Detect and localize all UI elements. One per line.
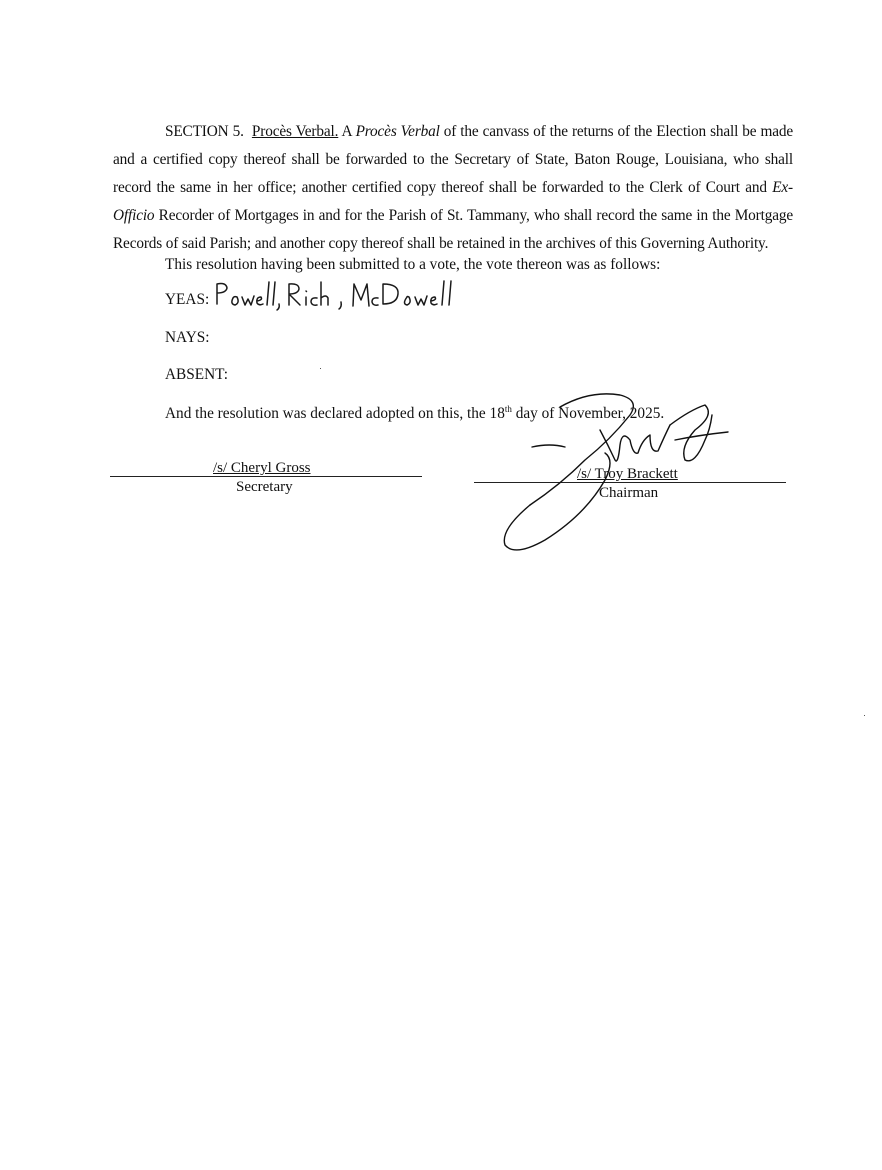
secretary-name: /s/ Cheryl Gross bbox=[213, 460, 311, 476]
section-number: SECTION 5. bbox=[165, 123, 244, 140]
section-heading: Procès Verbal. bbox=[251, 123, 339, 140]
chairman-title: Chairman bbox=[599, 485, 659, 501]
section-text-2: of the canvass of the returns of the Election shall be made and a certified copy thereof shall be forwarded to the Secretary of State, Baton Rouge, Louisiana, who shall record the same in her office; another certified copy thereof shall be forwarded to the Clerk of Court and bbox=[113, 123, 793, 196]
section-text-3: Recorder of Mortgages in and for the Parish of St. Tammany, who shall record the same in the Mortgage Records of said Parish; and another copy thereof shall be retained in the archives of this Governing Authority. bbox=[113, 207, 793, 252]
absent-label: ABSENT: bbox=[165, 366, 228, 383]
section-5-paragraph bbox=[113, 118, 793, 258]
section-italic-1: Procès Verbal bbox=[355, 123, 440, 140]
section-italic-2: Ex-Officio bbox=[113, 179, 793, 224]
secretary-title: Secretary bbox=[236, 479, 293, 495]
chairman-name: /s/ Troy Brackett bbox=[577, 466, 678, 482]
yeas-handwritten bbox=[213, 276, 503, 316]
adoption-ordinal: th bbox=[504, 404, 512, 414]
adoption-text-before: And the resolution was declared adopted on this, the 18 bbox=[165, 405, 505, 423]
adoption-text-after: day of November, 2025. bbox=[511, 405, 665, 423]
scan-speck bbox=[320, 368, 321, 369]
nays-label: NAYS: bbox=[165, 329, 210, 346]
yeas-label: YEAS: bbox=[165, 291, 210, 308]
vote-intro: This resolution having been submitted to a vote, the vote thereon was as follows: bbox=[165, 256, 661, 273]
section-text-1: A bbox=[338, 123, 356, 140]
scan-speck bbox=[864, 715, 865, 716]
chairman-handwritten-signature bbox=[490, 385, 750, 560]
